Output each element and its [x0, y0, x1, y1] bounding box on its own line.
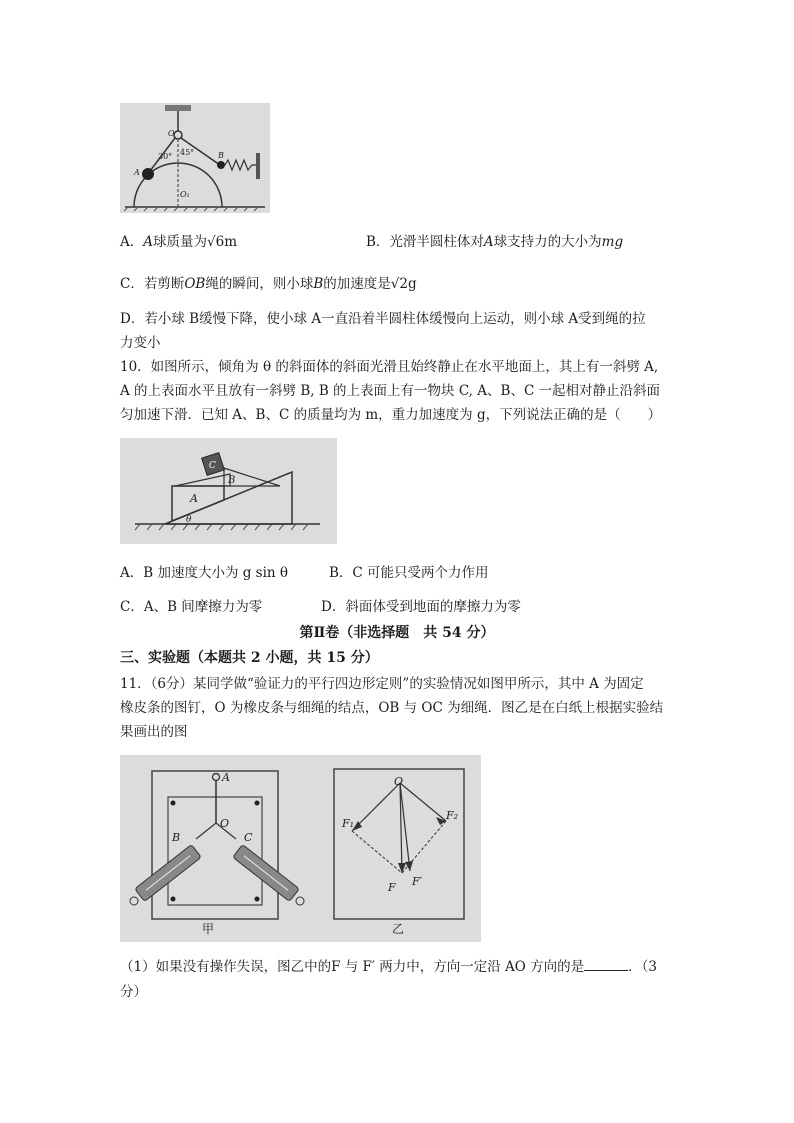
q11-yi-label-f1: F₁ — [342, 817, 355, 830]
q9-option-a-prefix: A． — [120, 234, 144, 250]
q11-sub1-suffix: ．（3 — [628, 959, 658, 975]
q9-option-c-value: √2g — [390, 276, 417, 292]
q9-option-d-line2: 力变小 — [120, 335, 161, 351]
q11-jia-label-a: A — [222, 771, 230, 784]
q10-stem-line1: 10．如图所示，倾角为 θ 的斜面体的斜面光滑且始终静止在水平地面上，其上有一斜劈 A, — [120, 359, 659, 375]
q11-yi-label-fprime: F′ — [412, 875, 423, 888]
q11-yi-label-f2: F₂ — [446, 809, 459, 822]
q10-option-d: D．斜面体受到地面的摩擦力为零 — [321, 599, 521, 615]
q9-label-a: A — [134, 168, 140, 177]
q9-figure-drawing — [120, 103, 270, 213]
q9-label-b: B — [218, 151, 224, 160]
q10-label-c: C — [209, 461, 216, 471]
q10-label-b: B — [228, 475, 236, 486]
q11-sub1-text: F 与 F′ 两力中，方向一定沿 AO 方向的是 — [331, 959, 585, 975]
q9-option-a-text: 球质量为 — [153, 234, 207, 250]
q9-label-o: O — [168, 129, 175, 138]
q9-option-b-prefix: B．光滑半圆柱体对 — [366, 234, 484, 250]
q11-jia-label-o: O — [220, 817, 230, 830]
q9-option-c-text: 绳的瞬间，则小球 — [205, 276, 314, 292]
q11-jia-label-b: B — [172, 831, 181, 844]
q11-yi-label-f: F — [388, 881, 396, 894]
q9-label-o1: O₁ — [180, 190, 190, 199]
q10-label-theta: θ — [186, 515, 192, 525]
q11-stem-line1: 11．（6分）某同学做“验证力的平行四边形定则”的实验情况如图甲所示，其中 A 为固定 — [120, 676, 644, 692]
q9-option-a-value: √6m — [207, 234, 237, 250]
q9-option-b: B．光滑半圆柱体对A球支持力的大小为mg — [366, 234, 624, 250]
q10-figure-drawing — [120, 438, 337, 544]
section-title: 第Ⅱ卷（非选择题 共 54 分） — [299, 625, 495, 641]
q11-label-jia: 甲 — [202, 922, 215, 936]
q11-jia-label-c: C — [244, 831, 253, 844]
q10-option-a: A．B 加速度大小为 g sin θ — [120, 565, 289, 581]
q10-option-c: C．A、B 间摩擦力为零 — [120, 599, 263, 615]
section-part-heading: 三、实验题（本题共 2 小题，共 15 分） — [120, 650, 379, 666]
q11-yi-label-o: O — [394, 775, 404, 788]
q11-figure-drawing — [120, 755, 481, 942]
q9-label-angle30: 30° — [158, 152, 173, 161]
q11-sub1-line1 — [120, 955, 657, 979]
q10-stem-line3: 匀加速下滑．已知 A、B、C 的质量均为 m，重力加速度为 g，下列说法正确的是（ ） — [120, 407, 662, 423]
q9-option-a: A．A球质量为√6m — [120, 234, 237, 250]
q11-sub1-prefix: （1）如果没有操作失误，图乙中的 — [120, 959, 332, 975]
q11-sub1-answer-blank[interactable] — [584, 956, 628, 971]
q11-label-yi: 乙 — [392, 922, 405, 936]
q11-stem-line2: 橡皮条的图钉，O 为橡皮条与细绳的结点，OB 与 OC 为细绳．图乙是在白纸上根据实验结 — [120, 700, 664, 716]
q9-option-c-text2: 的加速度是 — [323, 276, 391, 292]
q10-stem-line2: A 的上表面水平且放有一斜劈 B, B 的上表面上有一物块 C, A、B、C 一起相对静止沿斜面 — [120, 383, 661, 399]
q10-option-b: B．C 可能只受两个力作用 — [329, 565, 489, 581]
q11-stem-line3: 果画出的图 — [120, 724, 188, 740]
q11-sub1-line2: 分） — [120, 984, 147, 1000]
q9-option-b-text: 球支持力的大小为 — [493, 234, 602, 250]
q9-option-b-value: mg — [601, 234, 624, 250]
q11-figure — [120, 755, 481, 942]
q10-label-a: A — [190, 492, 198, 505]
q9-label-angle45: 45° — [180, 148, 195, 157]
q9-option-c-prefix: C．若剪断 — [120, 276, 185, 292]
q9-option-d-line1: D．若小球 B缓慢下降，使小球 A一直沿着半圆柱体缓慢向上运动，则小球 A受到绳的拉 — [120, 311, 646, 327]
q9-option-c: C．若剪断OB绳的瞬间，则小球B的加速度是√2g — [120, 276, 417, 292]
q9-figure — [120, 103, 270, 213]
q10-figure — [120, 438, 337, 544]
